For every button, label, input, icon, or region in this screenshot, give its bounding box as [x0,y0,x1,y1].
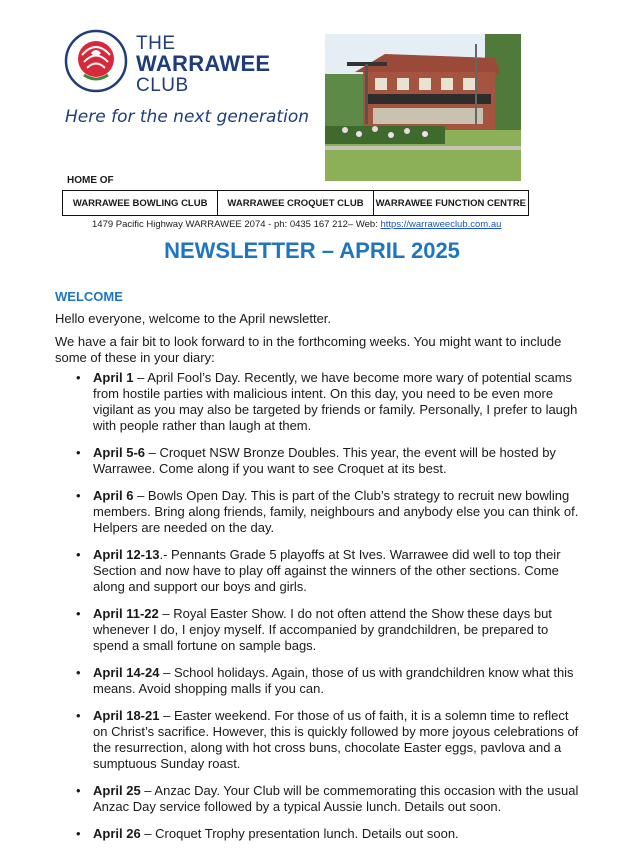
event-date: April 14-24 [93,665,160,680]
event-date: April 26 [93,826,141,841]
website-link[interactable]: https://warraweeclub.com.au [380,219,502,230]
event-text: – Croquet NSW Bronze Doubles. This year, the event will be hosted by Warrawee. Come along if you want to see Croquet at its best. [93,445,556,476]
event-date: April 12-13 [93,547,160,562]
list-item [55,826,580,842]
tagline: Here for the next generation [65,107,309,127]
event-date: April 6 [93,488,134,503]
logo-text-the: THE [136,33,176,54]
list-item [55,783,580,815]
list-item [55,708,580,772]
event-text: – Croquet Trophy presentation lunch. Details out soon. [140,826,459,841]
rose-logo-icon [64,29,128,93]
list-item [55,370,580,434]
logo-text-name: WARRAWEE [136,51,271,76]
welcome-heading: WELCOME [55,289,123,304]
list-item [55,547,580,595]
contact-line [92,219,501,230]
newsletter-title: NEWSLETTER – APRIL 2025 [164,238,460,263]
event-date: April 18-21 [93,708,160,723]
list-item [55,488,580,536]
clubs-table [62,190,529,216]
logo-text-club: CLUB [136,75,189,96]
event-date: April 25 [93,783,141,798]
events-list [55,370,580,853]
event-text: – School holidays. Again, those of us with grandchildren know what this means. Avoid shopping malls if you can. [93,665,574,696]
event-date: April 5-6 [93,445,146,460]
event-text: – Royal Easter Show. I do not often attend the Show these days but whenever I do, I enjoy myself. If accompanied by grandchildren, be prepared to spend a small fortune on sample bags. [93,606,552,653]
event-text: – Bowls Open Day. This is part of the Club’s strategy to recruit new bowling members. Bring along friends, family, neighbours and anybody else you can think of. Helpers are needed on the day. [93,488,579,535]
event-text: – Easter weekend. For those of us of faith, it is a solemn time to reflect on Christ’s sacrifice. However, this is quickly followed by more joyous celebrations of the resurrection, along with hot cross buns, chocolate Easter eggs, pavlova and a sumptuous Sunday roast. [93,708,579,771]
club-bowling: WARRAWEE BOWLING CLUB [63,191,218,215]
clubhouse-photo [325,34,521,181]
club-croquet: WARRAWEE CROQUET CLUB [218,191,373,215]
club-function-centre: WARRAWEE FUNCTION CENTRE [375,197,527,209]
event-date: April 11-22 [93,606,159,621]
event-text: .- Pennants Grade 5 playoffs at St Ives. Warrawee did well to top their Section and now have to play off against the winners of the other sections. Come along and support our boys and girls. [93,547,561,594]
intro-paragraph-2: We have a fair bit to look forward to in the forthcoming weeks. You might want to include some of these in your diary: [55,334,562,365]
event-text: – April Fool’s Day. Recently, we have become more wary of potential scams from hostile parties with malicious intent. On this day, you need to be even more vigilant as you may also be targeted by friends or family. Personally, I prefer to laugh with people rather than laugh at them. [93,370,578,433]
intro-paragraph-1: Hello everyone, welcome to the April newsletter. [55,311,332,326]
club-logo [64,29,271,99]
contact-text: 1479 Pacific Highway WARRAWEE 2074 - ph: 0435 167 212– Web: [92,219,381,230]
home-of-label: HOME OF [67,175,114,186]
list-item [55,445,580,477]
event-text: – Anzac Day. Your Club will be commemorating this occasion with the usual Anzac Day service followed by a typical Aussie lunch. Details out soon. [93,783,579,814]
event-date: April 1 [93,370,134,385]
list-item [55,606,580,654]
list-item [55,665,580,697]
